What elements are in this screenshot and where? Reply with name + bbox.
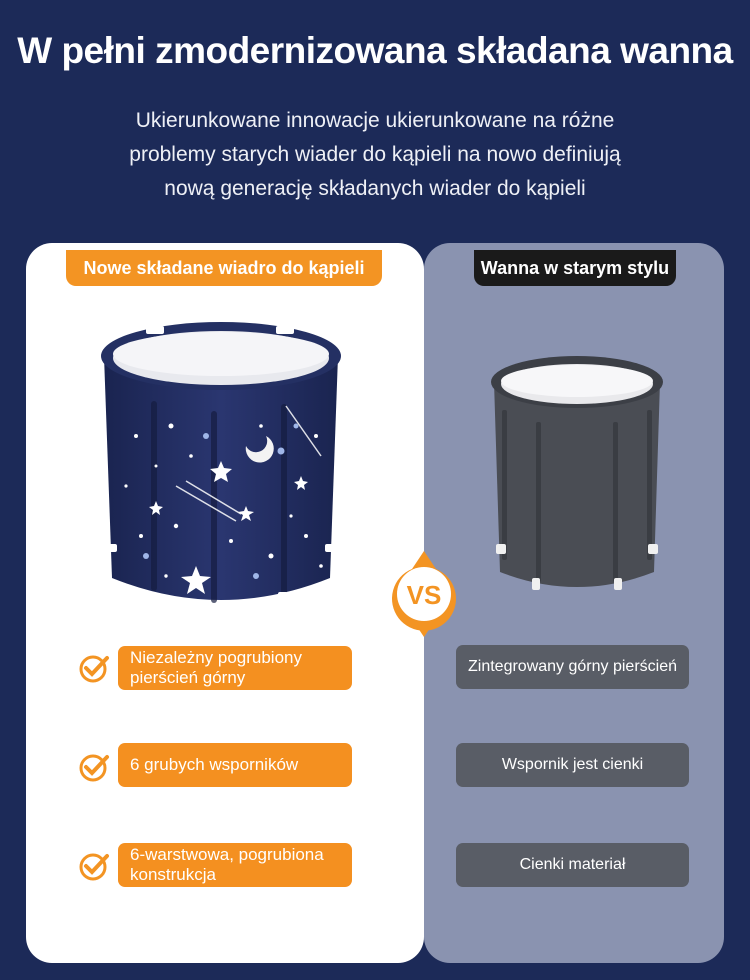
old-tub-tag: Wanna w starym stylu <box>474 250 676 286</box>
new-tub-tag: Nowe składane wiadro do kąpieli <box>66 250 382 286</box>
new-feature-supports <box>118 743 352 787</box>
page-title: W pełni zmodernizowana składana wanna <box>17 30 733 71</box>
subtitle-line-2: problemy starych wiader do kąpieli na nowo definiują <box>129 143 621 166</box>
check-icon <box>78 850 110 882</box>
old-style-bucket-image <box>488 352 666 592</box>
vs-badge <box>384 549 464 639</box>
old-feature-support: Wspornik jest cienki <box>456 743 689 787</box>
feature-label: 6-warstwowa, pogrubiona <box>130 845 324 864</box>
check-icon <box>78 751 110 783</box>
feature-label-cont: konstrukcja <box>130 865 216 884</box>
old-feature-ring: Zintegrowany górny pierścień <box>456 645 689 689</box>
subtitle-line-1: Ukierunkowane innowacje ukierunkowane na różne <box>135 109 615 132</box>
check-icon <box>78 652 110 684</box>
feature-label: Niezależny pogrubiony <box>130 648 302 667</box>
feature-label-cont: pierścień górny <box>130 668 246 687</box>
feature-label: 6 grubych wsporników <box>130 755 299 774</box>
old-feature-material: Cienki materiał <box>456 843 689 887</box>
vs-label: VS <box>406 580 442 610</box>
new-feature-top-ring <box>118 646 352 690</box>
new-foldable-bucket-image <box>96 316 346 612</box>
new-feature-layers <box>118 843 352 887</box>
page-subtitle <box>60 104 690 206</box>
subtitle-line-3: nową generację składanych wiader do kąpieli <box>164 177 586 200</box>
